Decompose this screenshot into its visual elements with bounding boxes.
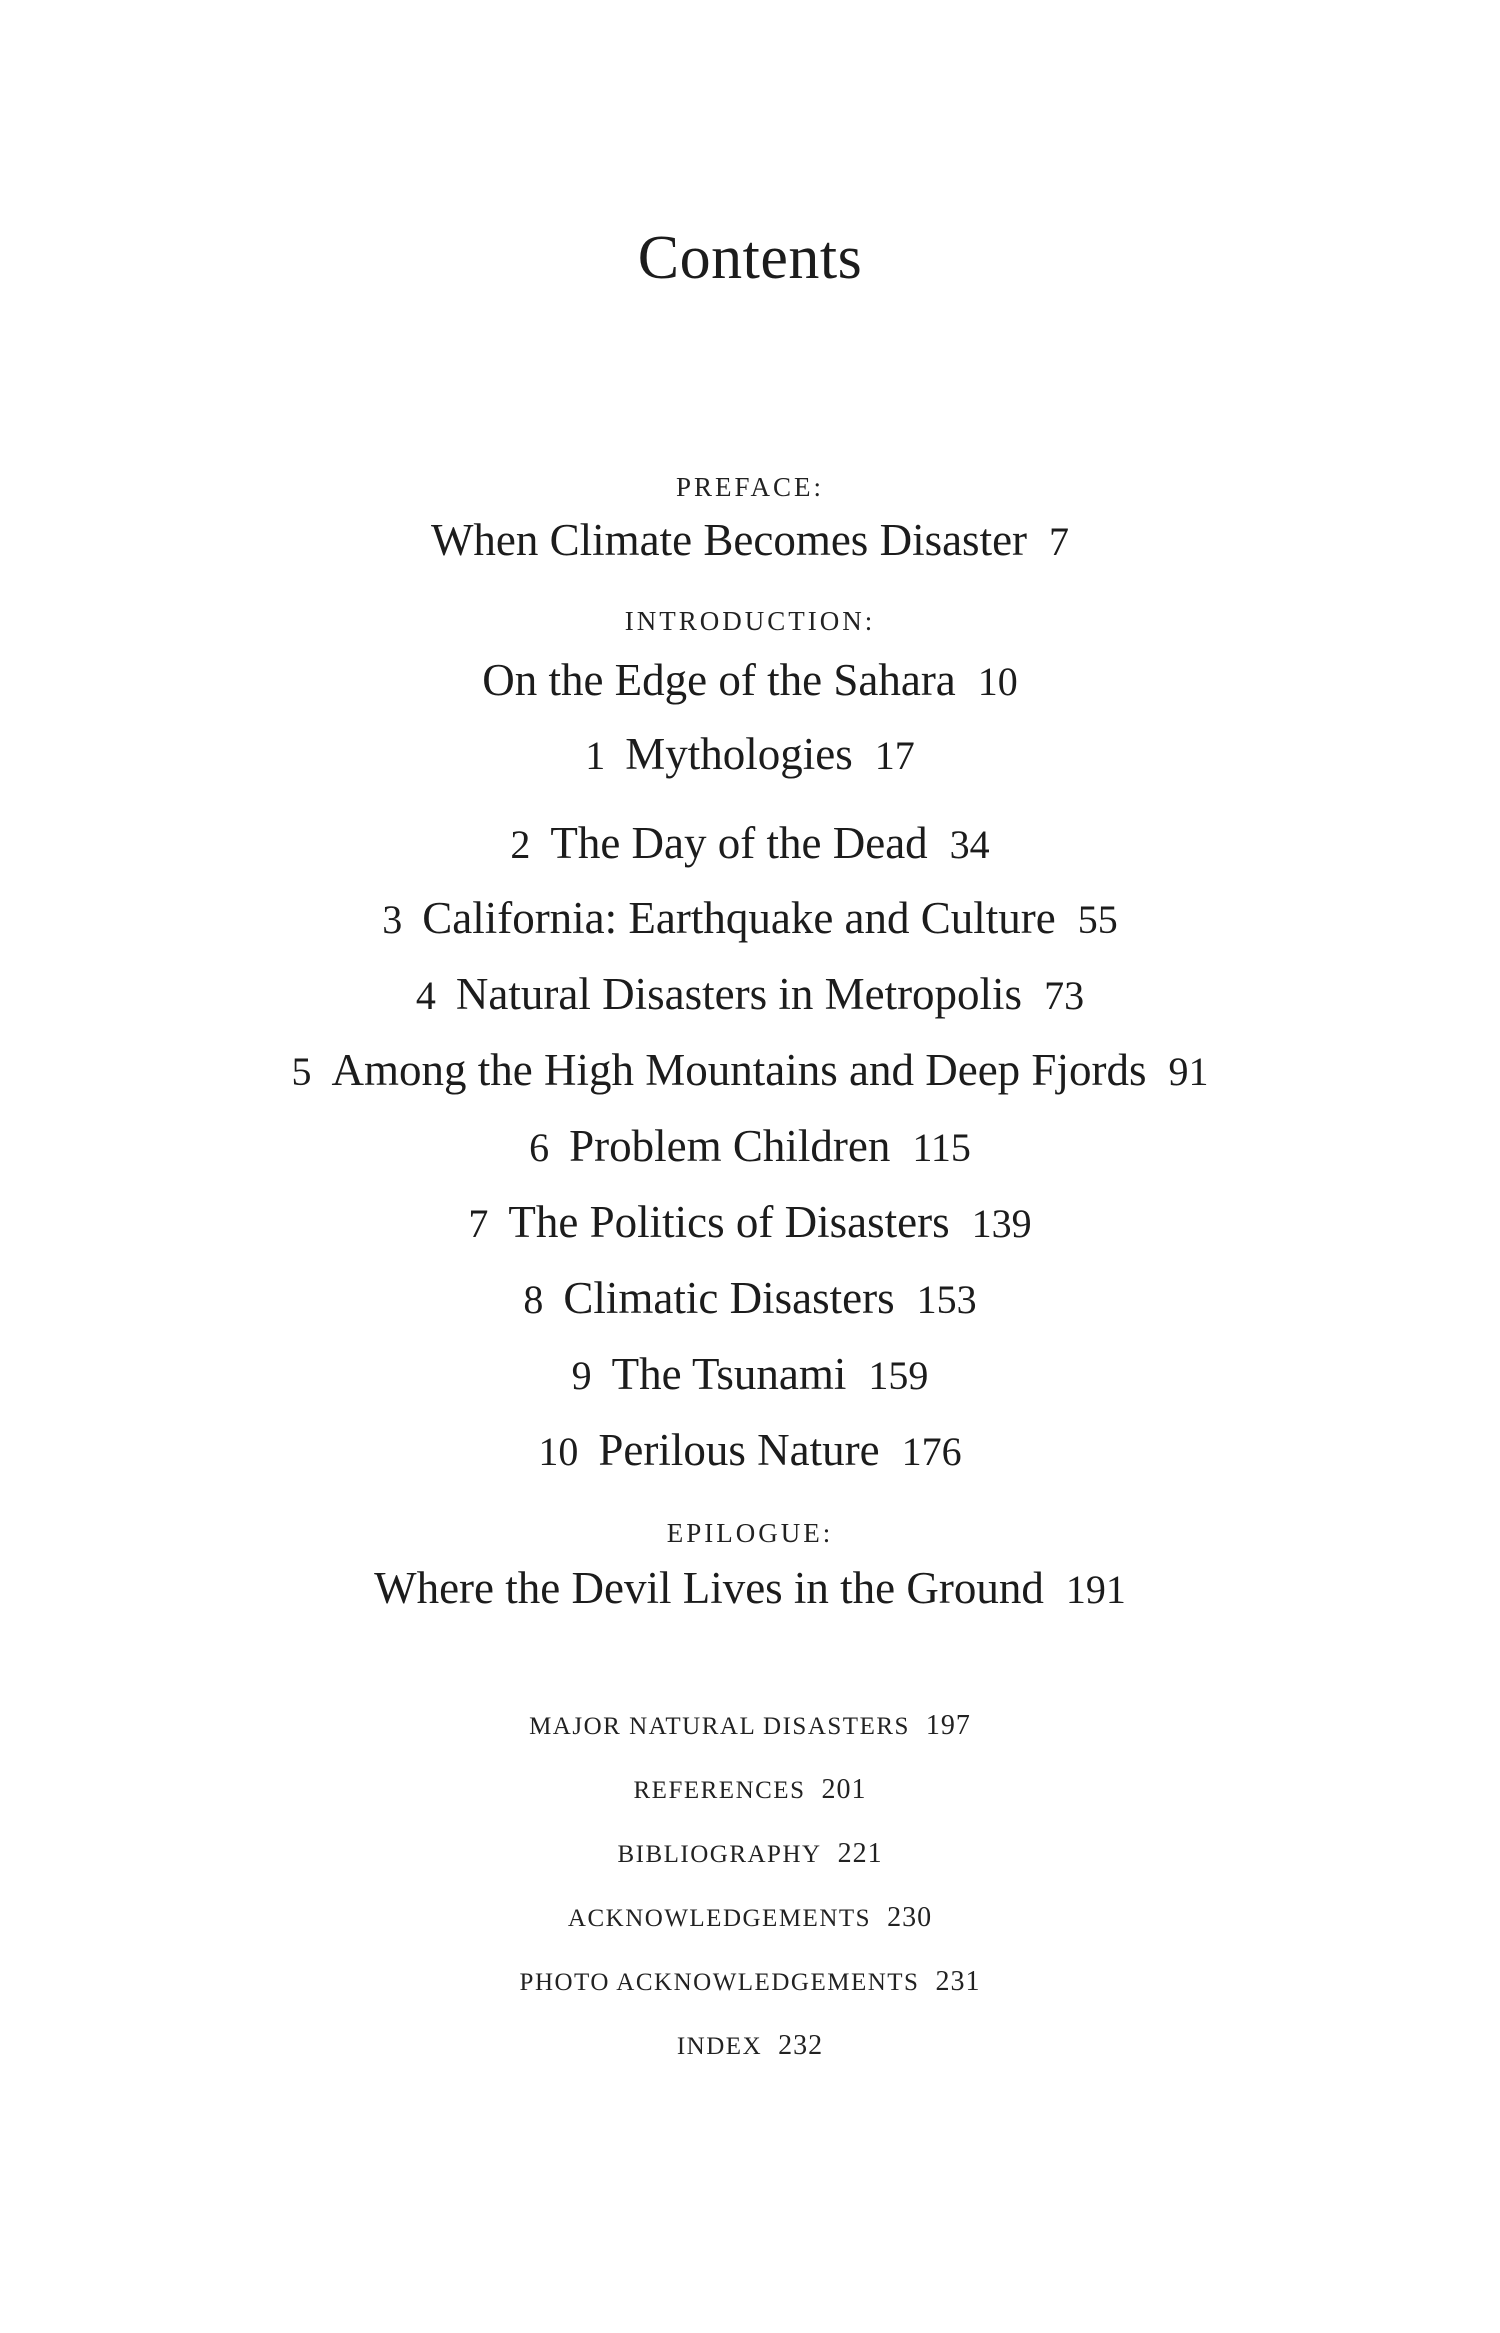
entry-title: California: Earthquake and Culture	[422, 893, 1056, 943]
entry-title: Natural Disasters in Metropolis	[455, 969, 1023, 1019]
entry-page-number: 231	[935, 1966, 981, 1997]
chapter-number: 7	[468, 1201, 489, 1246]
entry-page-number: 34	[949, 822, 990, 867]
toc-entry-references[interactable]	[0, 1774, 1500, 1807]
entry-title: PHOTO ACKNOWLEDGEMENTS	[519, 1969, 920, 1996]
entry-title: The Politics of Disasters	[508, 1197, 950, 1247]
entry-page-number: 55	[1077, 897, 1118, 942]
introduction-label: INTRODUCTION:	[624, 606, 876, 636]
entry-page-number: 115	[912, 1125, 971, 1170]
entry-page-number: 176	[901, 1429, 962, 1474]
toc-entry-index[interactable]	[0, 2030, 1500, 2063]
entry-page-number: 197	[925, 1710, 971, 1741]
chapter-number: 9	[571, 1353, 592, 1398]
page-title: Contents	[637, 224, 863, 292]
toc-entry-major-natural-disasters[interactable]	[0, 1710, 1500, 1743]
entry-page-number: 221	[837, 1838, 883, 1869]
entry-title: ACKNOWLEDGEMENTS	[567, 1905, 872, 1932]
toc-entry-chapter-3[interactable]	[0, 890, 1500, 948]
toc-entry-chapter-6[interactable]	[0, 1118, 1500, 1176]
toc-entry-photo-acknowledgements[interactable]	[0, 1966, 1500, 1999]
entry-title: The Day of the Dead	[550, 818, 928, 868]
entry-page-number: 230	[887, 1902, 933, 1933]
toc-entry-epilogue[interactable]	[0, 1560, 1500, 1618]
entry-title: On the Edge of the Sahara	[482, 655, 956, 705]
entry-page-number: 7	[1049, 519, 1070, 564]
entry-page-number: 73	[1044, 973, 1085, 1018]
toc-entry-preface[interactable]	[0, 512, 1500, 570]
entry-page-number: 159	[868, 1353, 929, 1398]
epilogue-label: EPILOGUE:	[666, 1518, 834, 1548]
chapter-number: 1	[585, 733, 606, 778]
toc-entry-bibliography[interactable]	[0, 1838, 1500, 1871]
entry-title: Climatic Disasters	[563, 1273, 895, 1323]
chapter-number: 4	[415, 973, 436, 1018]
entry-page-number: 17	[874, 733, 915, 778]
entry-page-number: 139	[971, 1201, 1032, 1246]
chapter-number: 8	[523, 1277, 544, 1322]
entry-page-number: 91	[1168, 1049, 1209, 1094]
entry-page-number: 153	[916, 1277, 977, 1322]
preface-label: PREFACE:	[675, 472, 825, 502]
entry-title: When Climate Becomes Disaster	[430, 515, 1028, 565]
toc-entry-introduction[interactable]	[0, 652, 1500, 710]
entry-page-number: 191	[1065, 1567, 1126, 1612]
entry-title: REFERENCES	[633, 1777, 806, 1804]
entry-title: BIBLIOGRAPHY	[617, 1841, 822, 1868]
entry-page-number: 10	[977, 659, 1018, 704]
chapter-number: 10	[538, 1429, 579, 1474]
chapter-number: 5	[291, 1049, 312, 1094]
toc-entry-chapter-8[interactable]	[0, 1270, 1500, 1328]
entry-title: The Tsunami	[611, 1349, 847, 1399]
toc-entry-chapter-4[interactable]	[0, 966, 1500, 1024]
chapter-number: 3	[382, 897, 403, 942]
entry-title: Mythologies	[625, 729, 853, 779]
chapter-number: 6	[529, 1125, 550, 1170]
toc-entry-chapter-1[interactable]	[0, 726, 1500, 784]
toc-entry-chapter-9[interactable]	[0, 1346, 1500, 1404]
entry-page-number: 201	[821, 1774, 867, 1805]
entry-title: MAJOR NATURAL DISASTERS	[529, 1713, 910, 1740]
entry-title: Perilous Nature	[598, 1425, 880, 1475]
toc-entry-chapter-10[interactable]	[0, 1422, 1500, 1480]
entry-title: Where the Devil Lives in the Ground	[374, 1563, 1044, 1613]
entry-title: Problem Children	[569, 1121, 891, 1171]
toc-entry-acknowledgements[interactable]	[0, 1902, 1500, 1935]
toc-entry-chapter-2[interactable]	[0, 815, 1500, 873]
entry-title: Among the High Mountains and Deep Fjords	[331, 1045, 1147, 1095]
toc-entry-chapter-5[interactable]	[0, 1042, 1500, 1100]
entry-title: INDEX	[676, 2033, 763, 2060]
chapter-number: 2	[510, 822, 531, 867]
toc-entry-chapter-7[interactable]	[0, 1194, 1500, 1252]
entry-page-number: 232	[778, 2030, 824, 2061]
